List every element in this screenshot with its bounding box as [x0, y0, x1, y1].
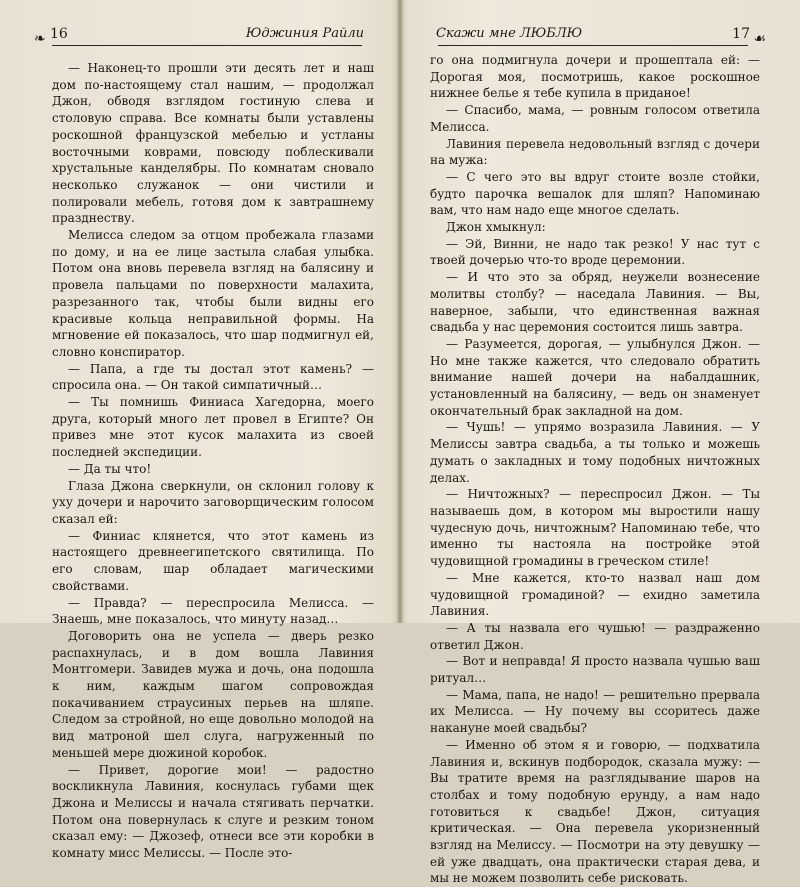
paragraph: — Именно об этом я и говорю, — подхватила Лавиния и, вскинув подбородок, сказала мужу: — Вы тратите время на разглядывание шаров на столбах и тому подобную ерунду, а нам надо готовиться к свадьбе! Джон, ситуация критическая. — Она перевела укоризненный взгляд на Мелиссу. — Посмотри на эту девушку — ей уже двадцать, она практически старая дева, и мы не можем позволить себе рисковать. [430, 737, 760, 886]
paragraph: — Вот и неправда! Я просто назвала чушью ваш ритуал… [430, 654, 760, 686]
paragraph: — Папа, а где ты достал этот камень? — спросила она. — Он такой симпатичный… [52, 361, 374, 393]
left-header-author: Юджиния Райли [245, 26, 364, 41]
paragraph: — Ничтожных? — переспросил Джон. — Ты называешь дом, в котором мы выростили нашу чудесную дочь, ничтожным? Напоминаю тебе, что именно ты настояла на постройке этой чудовищной громадины в греческом стиле! [430, 487, 760, 569]
left-page [0, 0, 398, 861]
paragraph: — Да ты что! [68, 461, 152, 476]
right-header-rule [438, 45, 748, 46]
paragraph: Договорить она не успела — дверь резко распахнулась, и в дом вошла Лавиния Монтгомери. Завидев мужа и дочь, она подошла к ним, каждым шагом сопровождая покачиванием страусиных перьев на шляпе. Следом за стройной, но еще довольно молодой на вид матроной шел слуга, нагруженный по меньшей мере дюжиной коробок. [52, 628, 374, 760]
paragraph: — Правда? — переспросила Мелисса. — Знаешь, мне показалось, что минуту назад… [52, 595, 374, 627]
paragraph: — Спасибо, мама, — ровным голосом ответила Мелисса. [430, 103, 760, 134]
paragraph: — Мама, папа, не надо! — решительно прервала их Мелисса. — Ну почему вы ссоритесь даже накануне моей свадьбы? [430, 687, 760, 736]
paragraph: — А ты назвала его чушью! — раздраженно ответил Джон. [430, 620, 760, 652]
left-page-text [52, 60, 374, 862]
paragraph: — С чего это вы вдруг стоите возле стойки, будто парочка вешалок для шляп? Напоминаю вам, что нам надо еще многое сделать. [430, 169, 760, 218]
paragraph: — Привет, дорогие мои! — радостно воскликнула Лавиния, коснулась губами щек Джона и Мелиссы и начала стягивать перчатки. Потом она повернулась к слуге и резким тоном сказал ему: — Джозеф, отнеси все эти коробки в комнату мисс Мелиссы. — После это- [52, 762, 374, 861]
paragraph: — И что это за обряд, неужели вознесение молитвы столбу? — наседала Лавиния. — Вы, наверное, забыли, что единственная важная свадьба у нас церемония состоится лишь завтра. [430, 270, 760, 335]
right-header-title: Скажи мне ЛЮБЛЮ [436, 26, 583, 41]
paragraph: Джон хмыкнул: [446, 220, 546, 235]
left-header-rule [52, 45, 362, 46]
paragraph: — Разумеется, дорогая, — улыбнулся Джон. — Но мне также кажется, что следовало обратить внимание нашей дочери на набалдашник, установленный на балясину, — ведь он знаменует окончательный брак закладной на дом. [430, 336, 760, 418]
paragraph: Глаза Джона сверкнули, он склонил голову к уху дочери и нарочито заговорщическим голосом сказал ей: [52, 478, 374, 526]
right-page-header [424, 26, 766, 47]
right-page-number: 17 [732, 26, 750, 42]
paragraph: — Мне кажется, кто-то назвал наш дом чудовищной громадиной? — ехидно заметила Лавиния. [430, 570, 760, 619]
left-page-header [34, 26, 376, 47]
paragraph: го она подмигнула дочери и прошептала ей: — Дорогая моя, посмотришь, какое роскошное нижнее белье я тебе купила в приданое! [430, 53, 760, 101]
right-page [402, 0, 800, 886]
paragraph: — Эй, Винни, не надо так резко! У нас тут с твоей дочерью что-то вроде церемонии. [430, 236, 760, 268]
paragraph: Лавиния перевела недовольный взгляд с дочери на мужа: [430, 136, 760, 168]
right-page-text [430, 52, 760, 887]
paragraph: Мелисса следом за отцом пробежала глазами по дому, и на ее лице застыла слабая улыбка. Потом она вновь перевела взгляд на балясину и провела пальцами по поверхности малахита, разрезанного так, чтобы были видны его красивые кольца неправильной формы. На мгновение ей показалось, что шар подмигнул ей, словно конспиратор. [52, 228, 374, 359]
paragraph: — Финиас клянется, что этот камень из настоящего древнеегипетского святилища. По его словам, шар обладает магическими свойствами. [52, 528, 374, 593]
paragraph: — Наконец-то прошли эти десять лет и наш дом по-настоящему стал нашим, — продолжал Джон, обводя взглядом гостиную слева и столовую справа. Все комнаты были уставлены роскошной французской мебелью и устланы восточными коврами, повсюду поблескивали хрустальные канделябры. По комнатам сновало несколько служанок — они чистили и полировали мебель, готовя дом к завтрашнему празднеству. [52, 61, 374, 226]
left-page-number: 16 [50, 26, 68, 42]
paragraph: — Чушь! — упрямо возразила Лавиния. — У Мелиссы завтра свадьба, а ты только и можешь думать о закладных и тому подобных ничтожных делах. [430, 420, 760, 485]
right-ornament-icon: ☙ [753, 31, 766, 47]
left-ornament-icon: ❧ [34, 31, 46, 47]
paragraph: — Ты помнишь Финиаса Хагедорна, моего друга, который много лет провел в Египте? Он привез мне этот кусок малахита из своей последней экспедиции. [52, 395, 374, 460]
